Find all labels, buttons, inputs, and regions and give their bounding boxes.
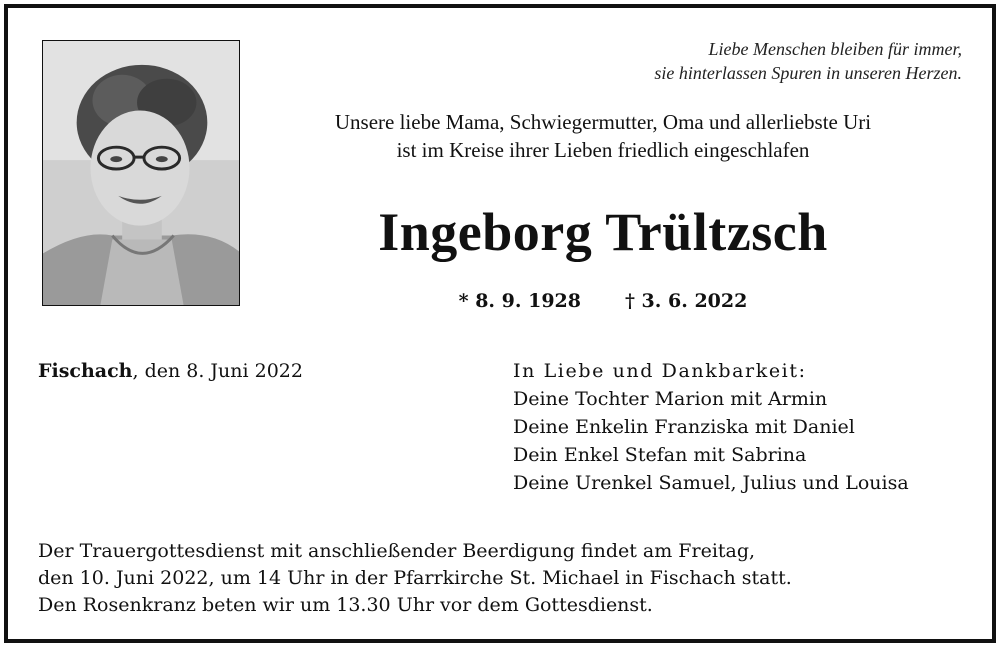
notice-date: , den 8. Juni 2022: [132, 360, 303, 382]
mourner-entry: Deine Enkelin Franziska mit Daniel: [513, 416, 855, 438]
birth-date: * 8. 9. 1928: [458, 290, 581, 312]
announcement-intro: [248, 108, 958, 164]
quote-line-1: Liebe Menschen bleiben für immer,: [708, 39, 962, 59]
mourners-lead: In Liebe und Dankbarkeit:: [513, 360, 807, 382]
service-line-1: Der Trauergottesdienst mit anschließender Beerdigung findet am Freitag,: [38, 540, 756, 562]
mourner-entry: Deine Tochter Marion mit Armin: [513, 388, 828, 410]
intro-line-1: Unsere liebe Mama, Schwiegermutter, Oma und allerliebste Uri: [334, 110, 872, 134]
mourner-entry: Deine Urenkel Samuel, Julius und Louisa: [513, 472, 909, 494]
mourner-entry: Dein Enkel Stefan mit Sabrina: [513, 444, 807, 466]
service-line-3: Den Rosenkranz beten wir um 13.30 Uhr vor dem Gottesdienst.: [38, 594, 653, 616]
service-line-2: den 10. Juni 2022, um 14 Uhr in der Pfarrkirche St. Michael in Fischach statt.: [38, 567, 792, 589]
portrait-photo: [42, 40, 240, 306]
deceased-name: Ingeborg Trültzsch: [378, 202, 828, 262]
funeral-service-info: [38, 538, 792, 619]
life-dates: [248, 288, 958, 314]
mourners-list: [513, 357, 909, 497]
intro-line-2: ist im Kreise ihrer Lieben friedlich eingeschlafen: [396, 138, 810, 162]
portrait-image: [43, 41, 239, 305]
memorial-quote: [542, 37, 962, 85]
death-date: † 3. 6. 2022: [625, 290, 748, 312]
obituary-notice: [4, 4, 996, 643]
town-name: Fischach: [38, 360, 133, 382]
quote-line-2: sie hinterlassen Spuren in unseren Herzen.: [654, 63, 962, 83]
place-and-date: [38, 357, 303, 385]
